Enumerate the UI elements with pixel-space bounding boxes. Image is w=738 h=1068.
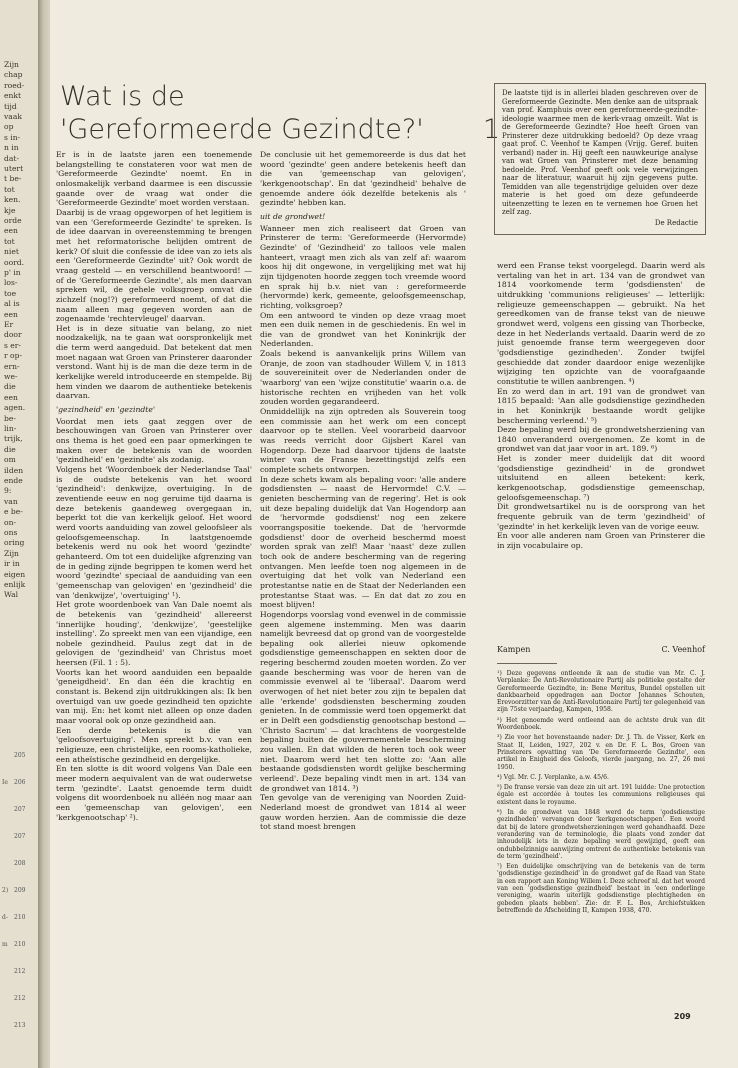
left-page-text-fragment: toe <box>4 288 17 298</box>
left-page-text-fragment: on- <box>4 517 17 527</box>
left-page-text-fragment: al is <box>4 299 20 309</box>
left-page-number: 206 <box>14 779 26 786</box>
paragraph: Zoals bekend is aanvankelijk prins Willem van Oranje, de zoon van stadhouder Willem V, in 1813 de souvereiniteit over de Nederlanden onder de 'waarborg' van een 'wijze constitutie' waarin o.a. de historische rechten en vrijheden van het volk zouden worden gegarandeerd. <box>260 349 466 407</box>
left-page-text-fragment: eigen <box>4 569 26 579</box>
left-page-text-fragment: die <box>4 444 16 454</box>
footnote: ³) Zie voor het bovenstaande nader: Dr. J. Th. de Visser, Kerk en Staat II, Leiden, 1927, 202 v. en Dr. F. L. Bos, Groen van Prinsterers opvatting van 'De Gereformeerde Gezindte', een artikel in Enigheid des Geloofs, vierde jaargang, no. 27, 26 mei 1950. <box>497 734 705 771</box>
paragraph: Wanneer men zich realiseert dat Groen van Prinsterer de term: 'Gereformeerde (Hervormde) Gezindte' of 'Gezindheid' zo talloos vele malen hanteert, vraagt men zich als van zelf af: waarom koos hij dit ongewone, in vergelijking met wat hij zijn tijdgenoten hoorde zeggen toch vreemde woord en sprak hij b.v. niet van : gereformeerde (hervormde) kerk, gemeente, geloofsgemeenschap, richting, volksgroep? <box>260 223 466 310</box>
left-page-text-fragment: tot <box>4 236 15 246</box>
left-page-number: 212 <box>14 968 26 975</box>
left-page-text-fragment: Zijn <box>4 548 19 558</box>
paragraph: De conclusie uit het gememoreerde is dus dat het woord 'gezindte' geen andere betekenis heeft dan die van 'gemeenschap van gelovigen', 'kerkgenootschap'. En dat 'gezindheid' behalve de genoemde andere óók dezelfde betekenis als ' gezindte' hebben kan. <box>260 150 466 208</box>
left-page-text-fragment: ir in <box>4 559 20 569</box>
title-line-2: 'Gereformeerde Gezindte?' <box>60 114 424 145</box>
column-2 <box>260 150 466 1020</box>
left-page-text-fragment: s in- <box>4 132 21 142</box>
left-page-text-fragment: oord. <box>4 257 25 267</box>
left-page-text-fragment: oring <box>4 538 25 548</box>
left-page-text-fragment: Er <box>4 320 14 329</box>
footnotes <box>497 670 705 1020</box>
paragraph: Het grote woordenboek van Van Dale noemt als de betekenis van 'gezindheid' allereerst 'innerlijke houding', 'denkwijze', 'geestelijke instelling'. Zo spreekt men van een vijandige, een nobele gezindheid. Paulus zegt dat in de gelovigen de 'gezindheid' van Christus moet heersen (Fil. 1 : 5). <box>56 600 252 668</box>
left-page-text-fragment: kje <box>4 205 16 215</box>
left-page-text-fragment: door <box>4 330 22 340</box>
paragraph: Er is in de laatste jaren een toenemende belangstelling te constateren voor wat men de 'Gereformeerde Gezindte' noemt. En in onlosmakelijk verband daarmee is een discussie gaande over de vraag wat onder die 'Gereformeerde Gezindte' moet worden verstaan. <box>56 150 252 208</box>
left-page-marker: Ie <box>2 779 8 786</box>
left-page-text-fragment: ern- <box>4 361 20 371</box>
paragraph: Voordat men iets gaat zeggen over de beschouwingen van Groen van Prinsterer over ons thema is het goed een paar opmerkingen te maken over de betekenis van de woorden 'gezindheid' en 'gezindte' als zodanig. <box>56 416 252 465</box>
paragraph: Daarbij is de vraag opgeworpen of het legitiem is van een 'Gereformeerde Gezindte' te spreken. Is de idee daarvan in overeenstemming te brengen met het reformatorische belijden omtrent de kerk? Of sluit die confessie de idee van zo iets als een 'Gereformeerde Gezindte' uit? Ook wordt de vraag gesteld — en verschillend beantwoord! — of de 'Gereformeerde Gezindte', als men daarvan spreken wil, de gehele volksgroep omvat die zichzelf (nog!?) gereformeerd noemt, of dat die naam alleen mag gegeven worden aan de zogenaamde 'rechtervleugel' daarvan. <box>56 207 252 324</box>
paragraph: En ten slotte is dit woord volgens Van Dale een meer modern aequivalent van de wat ouderwetse term 'gezindte'. Laatst genoemde term duidt volgens dit woordenboek nu alléén nog maar aan een 'gemeenschap van gelovigen', een 'kerkgenootschap' ²). <box>56 764 252 822</box>
subheading: 'gezindheid' en 'gezindte' <box>56 405 156 415</box>
subheading: uit de grondwet! <box>260 211 326 221</box>
left-page-text-fragment: be- <box>4 413 16 423</box>
left-page-text-fragment: orde <box>4 216 22 225</box>
author-signature <box>497 645 705 654</box>
left-page-fragment <box>0 0 40 1068</box>
left-page-marker: 2) <box>2 887 9 894</box>
left-page-text-fragment: enkt <box>4 91 22 101</box>
paragraph: Dit grondwetsartikel nu is de oorsprong van het frequente gebruik van de term 'gezindheid' of 'gezindte' in het kerkelijk leven van de vorige eeuw. <box>497 502 705 531</box>
left-page-text-fragment: op <box>4 122 14 132</box>
left-page-text-fragment: een <box>4 226 18 236</box>
author: C. Veenhof <box>661 645 705 654</box>
left-page-number: 210 <box>14 914 26 921</box>
title-line-1: Wat is de <box>60 81 185 112</box>
left-page-marker: d- <box>2 914 8 921</box>
paragraph: Het is zonder meer duidelijk dat dit woord 'godsdienstige gezindheid' in de grondwet uitsluitend en alleen betekent: kerk, kerkgenootschap, godsdienstige gemeenschap, geloofsgemeenschap. ⁷) <box>497 454 705 502</box>
footnote: ¹) Deze gegevens ontleende ik aan de studie van Mr. C. J. Verplanke: De Anti-Revolutionaire Partij als politieke gestalte der Gereformeerde Gezindte, in: Bene Meritus, Bundel opstellen uit dankbaarheid opgedragen aan Doctor Johannes Schouten, Erevoorzitter van de Anti-Revolutionaire Partij ter gelegenheid van zijn 75ste verjaardag, Kampen, 1958. <box>497 670 705 714</box>
footnote: ⁴) Vgl. Mr. C. J. Verplanke, a.w. 45/6. <box>497 773 609 781</box>
paragraph: Ten gevolge van de vereniging van Noorden Zuid-Nederland moest de grondwet van 1814 al weer gauw worden herzien. Aan de commissie die deze tot stand moest brengen <box>260 793 466 832</box>
left-page-text-fragment: vaak <box>4 112 22 121</box>
left-page-number: 207 <box>14 833 26 840</box>
left-page-text-fragment: om <box>4 455 16 465</box>
intro-box <box>494 83 706 235</box>
left-page-text-fragment: roed- <box>4 80 25 90</box>
left-page-text-fragment: Zijn <box>4 60 19 69</box>
left-page-text-fragment: ilden <box>4 465 24 475</box>
left-page-text-fragment: e be- <box>4 507 23 517</box>
paragraph: Het is in deze situatie van belang, zo niet noodzakelijk, na te gaan wat oorspronkelijk met die term werd aangeduid. Dat betekent dat men moet nagaan wat Groen van Prinsterer daaronder verstond. Want hij is de man die deze term in de kerkelijke wereld introduceerde en stempelde. Bij hem vinden we daarom de authentieke betekenis daarvan. <box>56 323 252 401</box>
left-page-marker: m <box>2 941 8 948</box>
left-page-text-fragment: een <box>4 309 18 319</box>
left-page-number: 207 <box>14 806 26 813</box>
left-page-text-fragment: we- <box>4 372 18 381</box>
footnote: ⁷) Een duidelijke omschrijving van de betekenis van de term 'godsdienstige gezindheid' in de grondwet gaf de Raad van State in een rapport aan Koning Willem I. Deze schreef nl. dat het woord van een 'godsdienstige gezindheid' bestaat in 'een onderlinge vereniging, waarin uiterlijk godsdienstige plechtigheden en gebeden plaats hebben'. Zie: dr. F. L. Bos, Archiefstukken betreffende de Afscheiding II, Kampen 1938, 470. <box>497 863 705 914</box>
paragraph: En voor alle anderen nam Groen van Prinsterer die in zijn vocabulaire op. <box>497 531 705 551</box>
left-page-text-fragment: enlijk <box>4 580 26 589</box>
left-page-number: 210 <box>14 941 26 948</box>
paragraph: Een derde betekenis is die van 'geloofsovertuiging'. Men spreekt b.v. van een religieuze, een christelijke, een rooms-katholieke, een atheïstische gezindheid en dergelijke. <box>56 725 252 764</box>
left-page-text-fragment: een <box>4 392 18 402</box>
article-title <box>60 80 500 146</box>
paragraph: En zo werd dan in art. 191 van de grondwet van 1815 bepaald: 'Aan alle godsdienstige gezindheden in het Koninkrijk bestaande wordt gelijke bescherming verleend.' ⁵) <box>497 386 705 425</box>
left-page-text-fragment: trijk, <box>4 434 23 444</box>
left-page-text-fragment: utert <box>4 164 24 173</box>
column-1 <box>56 150 252 1020</box>
paragraph: In deze schets kwam als bepaling voor: 'alle andere godsdiensten — naast de Hervormde! C.V. — genieten bescherming van de regering'. Het is ook uit deze bepaling duidelijk dat Van Hogendorp aan de 'hervormde godsdienst' nog een zekere voorrangspositie toekende. Dat de 'hervormde godsdienst' door de overheid beschermd moest worden sprak van zelf! Maar 'naast' deze zullen toch ook de andere bescherming van de regering ontvangen. Men leefde toen nog algemeen in de overtuiging dat het volk van Nederland een protestantse natie en de Staat der Nederlanden een protestantse Staat was. — En dat dat zo zou en moest blijven! <box>260 474 466 610</box>
left-page-text-fragment: niet <box>4 247 19 257</box>
left-page-number: 212 <box>14 995 26 1002</box>
intro-signoff: De Redactie <box>654 218 698 227</box>
paragraph: Hogendorps voorslag vond evenwel in de commissie geen algemene instemming. Men was daarin namelijk bevreesd dat op grond van de voorgestelde bepaling ook allerlei nieuw opkomende godsdienstige gemeenschappen en sekten door de regering beschermd zouden moeten worden. Zo ver gaande bescherming was voor de heren van de commissie evenwel al te 'liberaal'. Daarom werd overwogen of het niet beter zou zijn te bepalen dat alle 'erkende' godsdiensten bescherming zouden genieten. In de commissie werd toen opgemerkt dat er in Delft een godsdienstig genootschap bestond — 'Christo Sacrum' — dat krachtens de voorgestelde bepaling buiten de gouvernementele bescherming zou vallen. En dat wilden de heren toch ook weer niet. Daarom werd het ten slotte zo: 'Aan alle bestaande godsdiensten wordt gelijke bescherming verleend'. Deze bepaling vindt men in art. 134 van de grondwet van 1814. ³) <box>260 609 466 793</box>
left-page-text-fragment: 9: <box>4 486 12 496</box>
footnote: ²) Het genoemde werd ontleend aan de achtste druk van dit Woordenboek. <box>497 716 705 732</box>
left-page-text-fragment: tijd <box>4 101 17 111</box>
paragraph: Om een antwoord te vinden op deze vraag moet men een duik nemen in de geschiedenis. En wel in die van de grondwet van het Koninkrijk der Nederlanden. <box>260 310 466 349</box>
left-page-text-fragment: van <box>4 496 18 506</box>
left-page-text-fragment: los- <box>4 278 18 288</box>
left-page-number: 205 <box>14 752 26 759</box>
left-page-text-fragment: agen. <box>4 403 26 413</box>
left-page-text-fragment: dat- <box>4 153 20 163</box>
left-page-text-fragment: r op- <box>4 351 23 361</box>
column-3 <box>497 261 705 641</box>
left-page-text-fragment: ende <box>4 476 23 485</box>
left-page-text-fragment: die <box>4 382 16 392</box>
left-page-number: 208 <box>14 860 26 867</box>
left-page-text-fragment: t be- <box>4 174 22 184</box>
footnote: ⁵) De franse versie van deze zin uit art. 191 luidde: Une protection égale est accordée à toutes les communions religieuses qui existent dans le royaume. <box>497 784 705 806</box>
left-page-text-fragment: n in <box>4 143 19 153</box>
book-gutter <box>38 0 50 1068</box>
place: Kampen <box>497 645 531 654</box>
paragraph: Onmiddellijk na zijn optreden als Souverein toog een commissie aan het werk om een concept daarvoor op te stellen. Veel voorarbeid daarvoor was reeds verricht door Gijsbert Karel van Hogendorp. Deze had daarvoor tijdens de laatste winter van de Franse bezettingstijd zelfs een complete schets ontworpen. <box>260 407 466 474</box>
left-page-text-fragment: s er- <box>4 340 22 350</box>
left-page-text-fragment: tot <box>4 184 15 194</box>
left-page-text-fragment: ons <box>4 528 18 537</box>
left-page-text-fragment: ken. <box>4 195 21 205</box>
left-page-text-fragment: p' in <box>4 268 21 277</box>
footnote: ⁶) In de grondwet van 1848 werd de term 'godsdienstige gezindheden' vervangen door 'kerkgenootschappen'. Een woord dat bij de latere grondwetsherzieningen werd gehandhaafd. Deze verandering van de terminologie, die plaats vond zonder dat inhoudelijk iets in deze bepaling werd gewijzigd, geeft een ondubbelzinnige aanwijzing omtrent de authentieke betekenis van de term 'gezindheid'. <box>497 809 705 860</box>
left-page-text-fragment: lin- <box>4 424 17 433</box>
left-page-text-fragment: Wal <box>4 590 19 600</box>
intro-text: De laatste tijd is in allerlei bladen geschreven over de Gereformeerde Gezindte. Men denke aan de uitspraak van prof. Kamphuis over een gereformeerde-gezindte-ideologie waarmee men de kerk-vraag omzeilt. Wat is de Gereformeerde Gezindte? Hoe heeft Groen van Prinsterer deze uitdrukking bedoeld? Op deze vraag gaat prof. C. Veenhof te Kampen (Vrijg. Geref. buiten verband) nader in. Hij geeft een nauwkeurige analyse van wat Groen van Prinsterer met deze benaming bedoelde. Prof. Veenhof geeft ook vele verwijzingen naar de literatuur, waaruit hij zijn gegevens putte. Temidden van alle tegenstrijdige geluiden over deze materie is het goed om deze gefundeerde uiteenzetting te lezen en te vernemen hoe Groen het zelf zag. <box>502 89 698 216</box>
page-number: 209 <box>674 1012 691 1021</box>
paragraph: werd een Franse tekst voorgelegd. Daarin werd als vertaling van het in art. 134 van de grondwet van 1814 voorkomende term 'godsdiensten' de uitdrukking 'communions religieuses' — letterlijk: religieuze gemeenschappen — gebruikt. Na het gereedkomen van de franse tekst van de nieuwe grondwet werd, volgens een gissing van Thorbecke, deze in het Nederlands vertaald. Daarin werd de zo juist genoemde franse term weergegeven door 'godsdienstige gezindheden'. Zonder twijfel geschiedde dat zonder daardoor enige wezenlijke wijziging ten opzichte van de voorafgaande constitutie te willen aanbrengen. ⁴) <box>497 261 705 386</box>
left-page-text-fragment: chap <box>4 70 23 80</box>
paragraph: Voorts kan het woord aanduiden een bepaalde 'geneigdheid'. En dan één die krachtig en constant is. Bekend zijn uitdrukkingen als: Ik ben overtuigd van uw goede gezindheid ten opzichte van mij. En: het komt niet alleen op onze daden maar vooral ook op onze gezindheid aan. <box>56 667 252 726</box>
left-page-number: 209 <box>14 887 26 894</box>
left-page-number: 213 <box>14 1022 26 1029</box>
paragraph: Volgens het 'Woordenboek der Nederlandse Taal' is de oudste betekenis van het woord 'gezindheid': denkwijze, overtuiging. In de zeventiende eeuw en nog geruime tijd daarna is deze betekenis gaandeweg overgegaan in, beperkt tot die van kerkelijk geloof. Het woord werd voorts aanduiding van zowel geloofsleer als geloofsgemeenschap. In laatstgenoemde betekenis werd nu ook het woord 'gezindte' gehanteerd. Om tot een duidelijke afgrenzing van de in geding zijnde begrippen te komen werd het woord 'gezindte' speciaal de aanduiding van een 'gemeenschap van gelovigen' en 'gezindheid' die van 'denkwijze', 'overtuiging' ¹). <box>56 465 252 600</box>
footnote-divider <box>497 663 557 664</box>
part-number: 1 <box>482 114 500 145</box>
paragraph: Deze bepaling werd bij de grondwetsherziening van 1840 onveranderd overgenomen. Ze komt in de grondwet van dat jaar voor in art. 189. ⁶) <box>497 425 705 454</box>
